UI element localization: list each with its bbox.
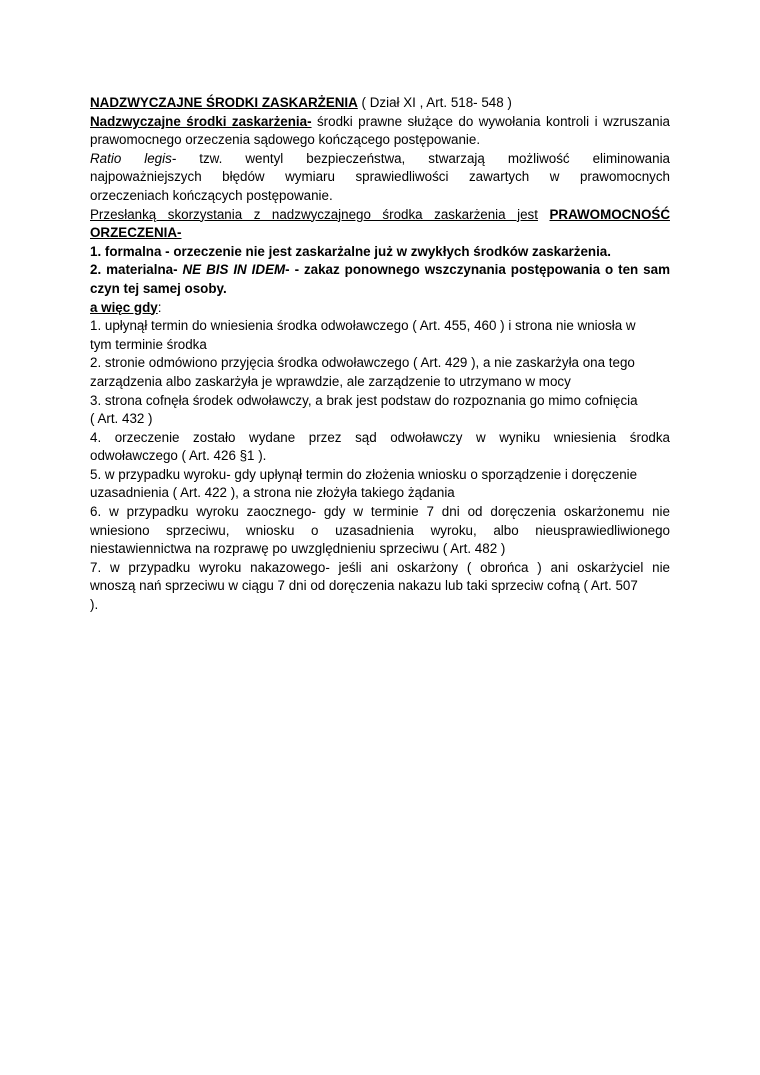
list-item-2-line-1: 2. stronie odmówiono przyjęcia środka odwoławczego ( Art. 429 ), a nie zaskarżyła ona tego: [90, 355, 635, 371]
type-material-italic: NE BIS IN IDEM: [182, 262, 286, 278]
intro-line: [90, 299, 670, 318]
list-item-3: [90, 392, 670, 429]
list-item-4: [90, 429, 670, 466]
intro-colon: :: [157, 299, 162, 315]
list-item-1-line-1: 1. upłynął termin do wniesienia środka odwoławczego ( Art. 455, 460 ) i strona nie wniosła w: [90, 318, 636, 334]
list-item-2-line-2: zarządzenia albo zaskarżyła je wprawdzie, ale zarządzenie to utrzymano w mocy: [90, 373, 571, 389]
list-item-7-line-3: ).: [90, 597, 99, 613]
list-item-3-line-2: ( Art. 432 ): [90, 411, 153, 427]
list-item-7-line-1: 7. w przypadku wyroku nakazowego- jeśli ani oskarżony ( obrońca ) ani oskarżyciel nie: [90, 559, 670, 575]
heading-line: [90, 94, 670, 113]
definition-line-1: [90, 113, 670, 132]
heading-title: NADZWYCZAJNE ŚRODKI ZASKARŻENIA: [90, 95, 358, 110]
premise-bold-2: ORZECZENIA-: [90, 225, 182, 241]
heading-ref: ( Dział XI , Art. 518- 548 ): [357, 95, 512, 110]
premise-text: Przesłanką skorzystania z nadzwyczajnego środka zaskarżenia jest: [90, 206, 538, 222]
list-item-2: [90, 354, 670, 391]
list-item-5-line-1: 5. w przypadku wyroku- gdy upłynął termin do złożenia wniosku o sporządzenie i doręczenie: [90, 466, 638, 482]
list-item-7: [90, 559, 670, 615]
premise-bold-1: PRAWOMOCNOŚĆ: [549, 206, 670, 222]
list-item-6-line-2: wniesiono sprzeciwu, wniosku o uzasadnienia wyroku, albo nieusprawiedliwionego: [90, 522, 670, 538]
list-item-5-line-2: uzasadnienia ( Art. 422 ), a strona nie złożyła takiego żądania: [90, 485, 455, 501]
type-material-prefix: 2. materialna-: [90, 262, 183, 278]
definition-text-1: środki prawne służące do wywołania kontroli i wzruszania: [311, 113, 670, 129]
intro-label: a więc gdy: [90, 299, 158, 315]
list-item-4-line-2: odwoławczego ( Art. 426 §1 ).: [90, 448, 267, 464]
list-item-5: [90, 466, 670, 503]
ratio-term: Ratio legis-: [90, 150, 177, 166]
definition-line-2: prawomocnego orzeczenia sądowego kończącego postępowanie.: [90, 132, 481, 148]
ratio-text-1: tzw. wentyl bezpieczeństwa, stwarzają możliwość eliminowania: [176, 150, 670, 166]
list-item-4-line-1: 4. orzeczenie zostało wydane przez sąd odwoławczy w wyniku wniesienia środka: [90, 429, 670, 445]
document-body: [90, 94, 670, 615]
list-item-1: [90, 317, 670, 354]
type-material-line-2: czyn tej samej osoby.: [90, 280, 227, 296]
definition-term: Nadzwyczajne środki zaskarżenia-: [90, 113, 312, 129]
list-item-6: [90, 503, 670, 559]
type-material-line-1: [90, 261, 670, 280]
list-item-7-line-2: wnoszą nań sprzeciwu w ciągu 7 dni od doręczenia nakazu lub taki sprzeciw cofną ( Art. 507: [90, 578, 638, 594]
type-material-rest: - - zakaz ponownego wszczynania postępowania o ten sam: [285, 262, 670, 278]
list-item-6-line-3: niestawiennictwa na rozprawę po uwzględnieniu sprzeciwu ( Art. 482 ): [90, 541, 506, 557]
list-item-3-line-1: 3. strona cofnęła środek odwoławczy, a brak jest podstaw do rozpoznania go mimo cofnięcia: [90, 392, 638, 408]
type-formal: 1. formalna - orzeczenie nie jest zaskarżalne już w zwykłych środków zaskarżenia.: [90, 243, 611, 259]
list-item-6-line-1: 6. w przypadku wyroku zaocznego- gdy w terminie 7 dni od doręczenia oskarżonemu nie: [90, 504, 670, 520]
ratio-line-2: najpoważniejszych błędów wymiaru sprawiedliwości zawartych w prawomocnych: [90, 169, 670, 185]
premise-line-2: [90, 224, 670, 243]
ratio-line-3: orzeczeniach kończących postępowanie.: [90, 187, 333, 203]
ratio-line-1: [90, 150, 670, 169]
premise-line-1: [90, 206, 670, 225]
list-item-1-line-2: tym terminie środka: [90, 336, 207, 352]
